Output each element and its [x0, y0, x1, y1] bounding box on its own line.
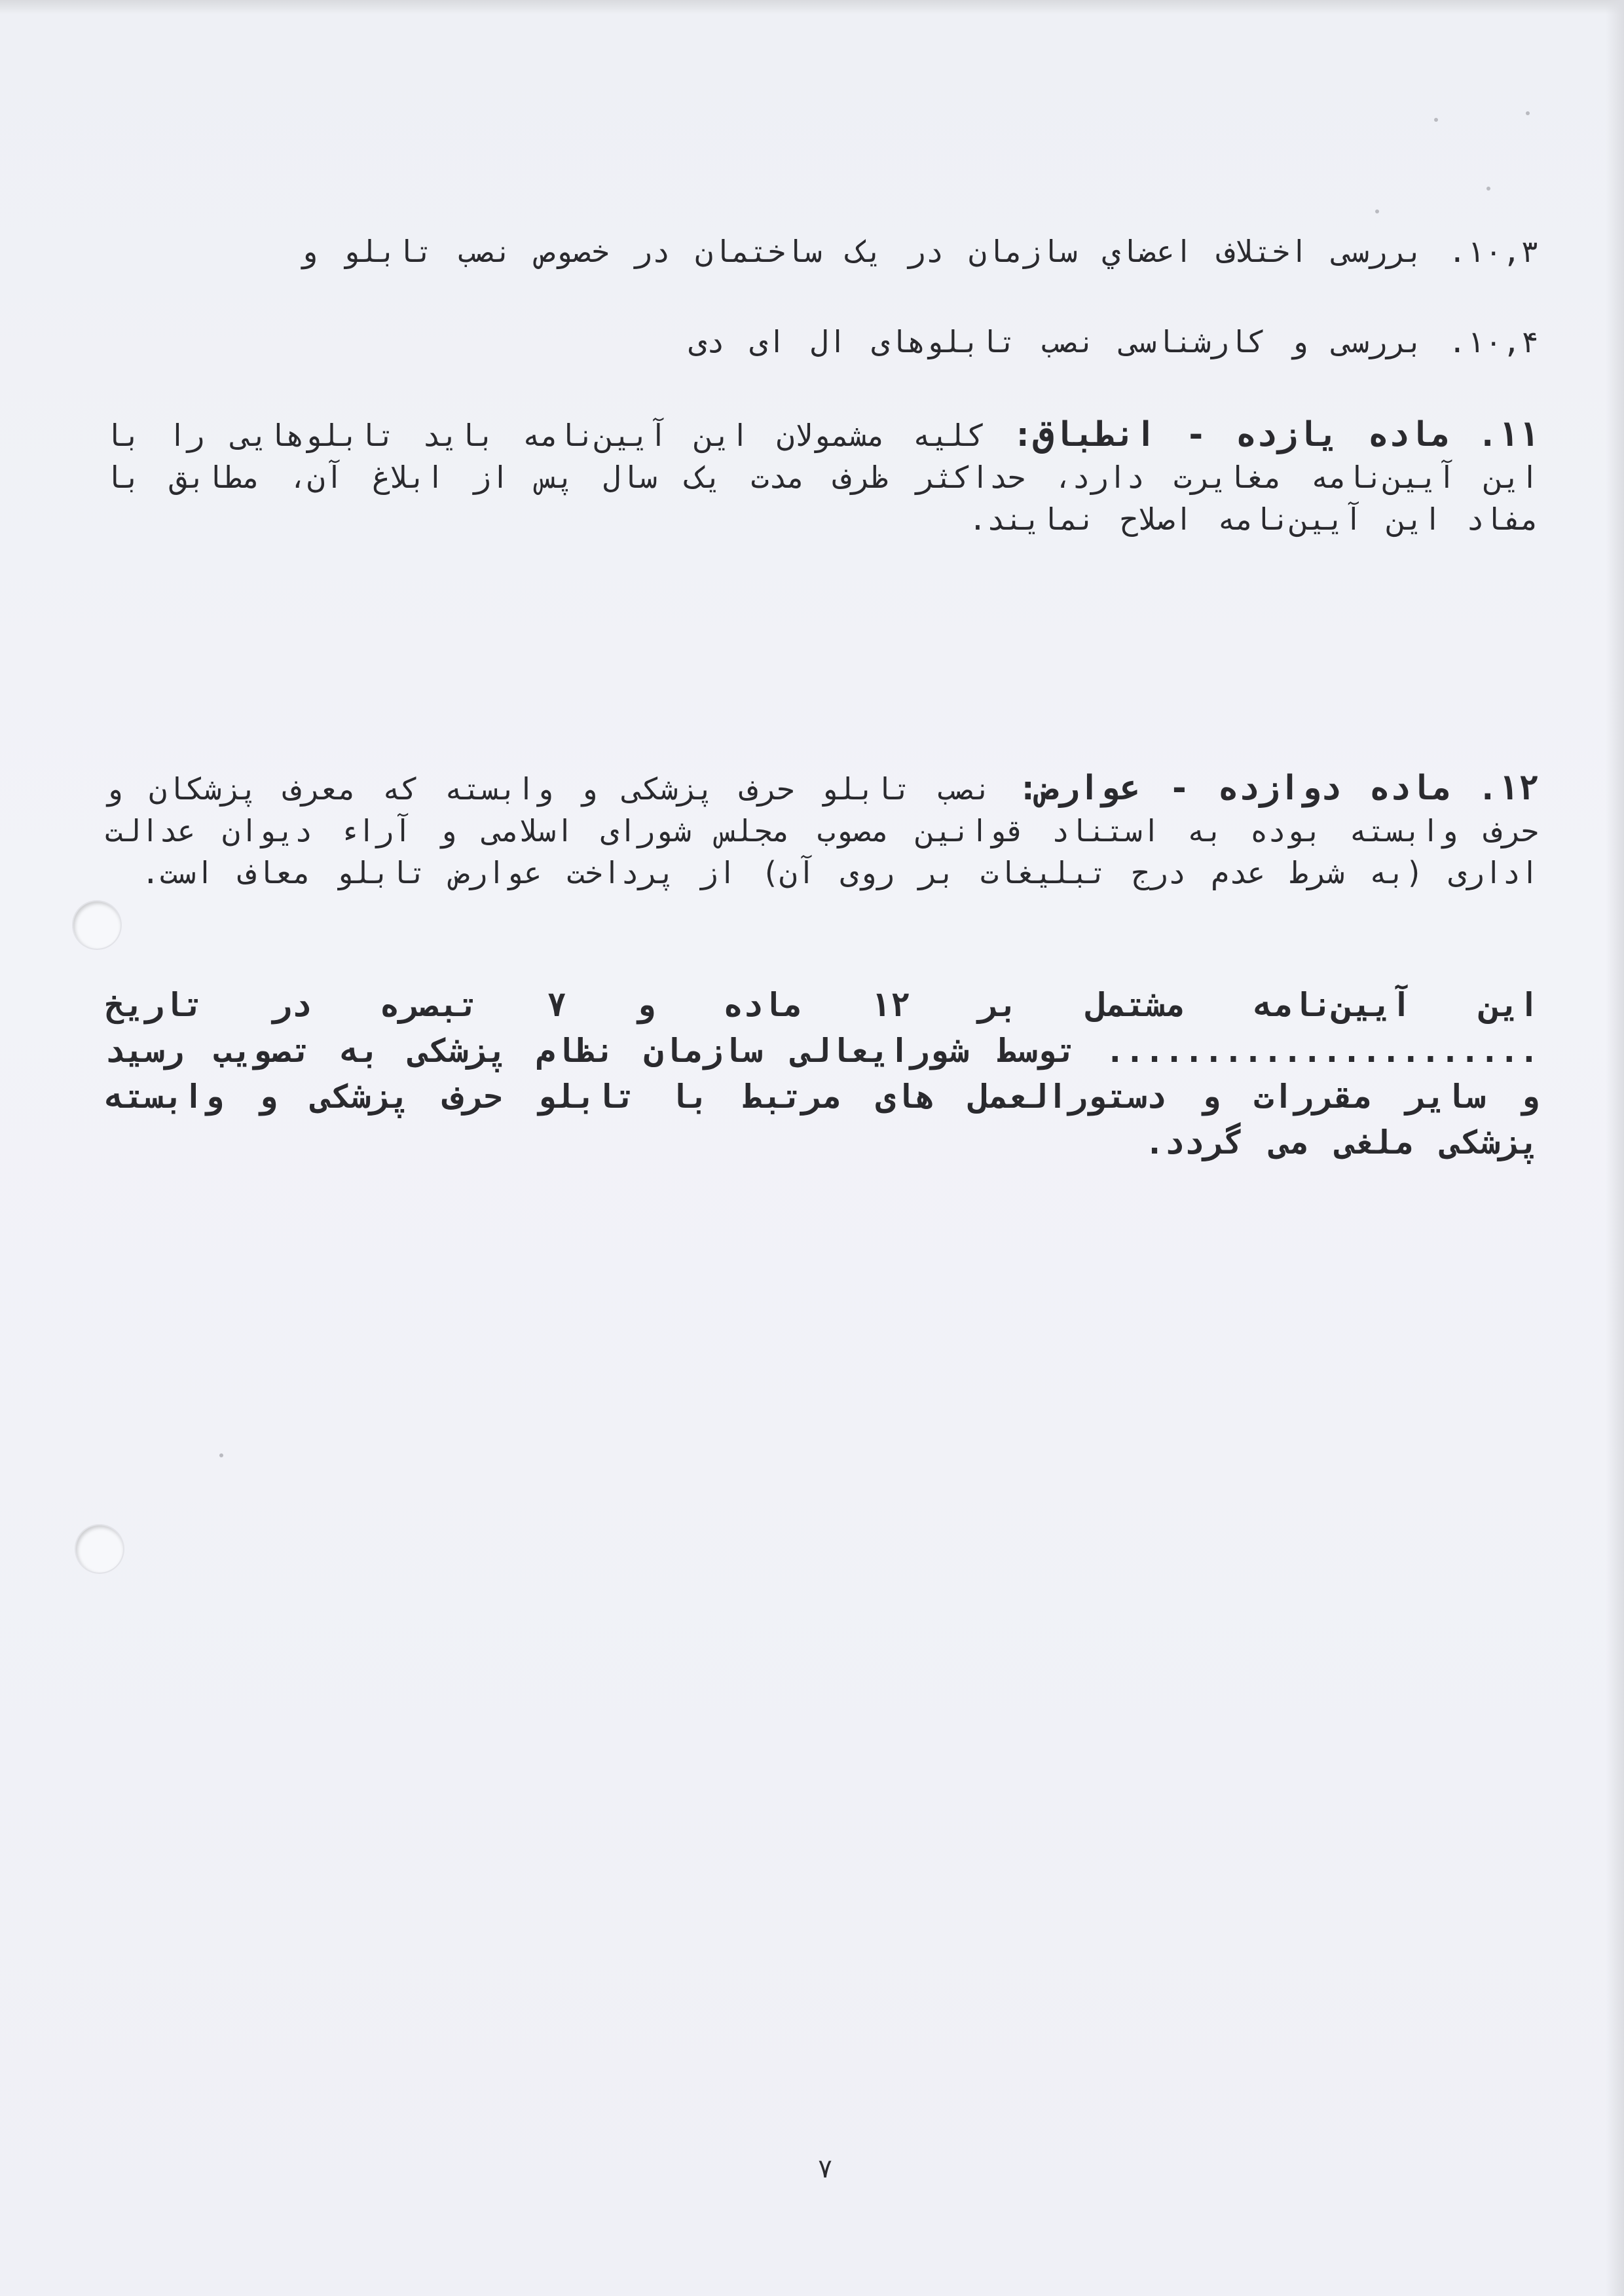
- sub-item-10-4: [105, 321, 1539, 363]
- scan-speck: [1526, 111, 1530, 115]
- punch-hole-lower: [76, 1525, 123, 1573]
- item-text: بررسی و کارشناسی نصب تابلوهای ال ای دی: [688, 324, 1424, 359]
- page-right-edge: [1606, 0, 1624, 2296]
- article-number: ۱۱.: [1477, 415, 1539, 454]
- sub-item-10-3: [105, 230, 1539, 272]
- page-top-edge: [0, 0, 1624, 14]
- scan-speck: [1434, 118, 1438, 122]
- article-text: نصب تابلو حرف پزشکی و وابسته که معرف پزشکان و حرف وابسته بوده به استناد قوانین مصوب مجلس شورای اسلامی و آراء دیوان عدالت اداری (به شرط عدم درج تبلیغات بر روی آن) از پرداخت عوارض تابلو معاف است.: [105, 771, 1539, 890]
- scan-speck: [1486, 187, 1490, 191]
- scan-speck: [1375, 210, 1379, 213]
- article-heading: ماده یازده - انطباق:: [1012, 415, 1450, 454]
- article-heading: ماده دوازده - عوارض:: [1018, 769, 1452, 808]
- punch-hole-upper: [73, 902, 120, 949]
- article-11: [105, 414, 1539, 540]
- closing-paragraph: [105, 982, 1539, 1165]
- item-number: ۱۰,۴.: [1448, 324, 1539, 359]
- article-text: کلیه مشمولان این آیین‌نامه باید تابلوهایی را با این آیین‌نامه مغایرت دارد، حداکثر ظرف مدت یک سال پس از ابلاغ آن، مطابق با مفاد این آیین‌نامه اصلاح نمایند.: [105, 418, 1539, 537]
- article-12: [105, 767, 1539, 894]
- closing-text: این آیین‌نامه مشتمل بر ۱۲ ماده و ۷ تبصره در تاریخ ...................... توسط شورایعالی سازمان نظام پزشکی به تصویب رسید و سایر مقررات و دستورالعمل های مرتبط با تابلو حرف پزشکی و وابسته پزشکی ملغی می گردد.: [105, 986, 1540, 1161]
- item-text: بررسی اختلاف اعضاي سازمان در يک ساختمان در خصوص نصب تابلو و: [299, 234, 1424, 269]
- scan-speck: [219, 1453, 223, 1457]
- article-number: ۱۲.: [1477, 769, 1539, 808]
- page-number: ۷: [817, 2154, 834, 2184]
- item-number: ۱۰,۳.: [1448, 234, 1539, 269]
